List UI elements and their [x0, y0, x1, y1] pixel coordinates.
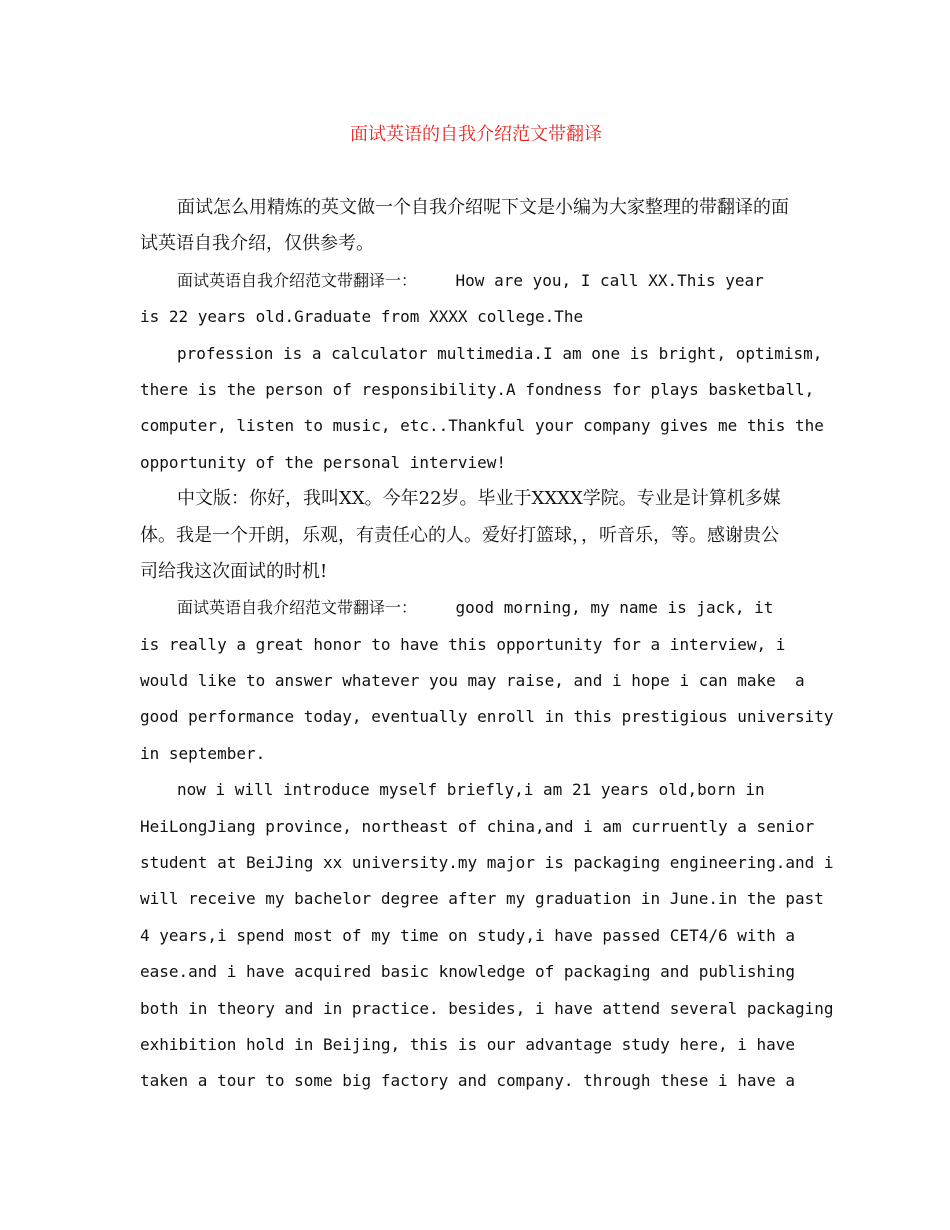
- text-line: is really a great honor to have this opportunity for a interview, i: [140, 634, 786, 654]
- text-line: ease.and i have acquired basic knowledge of packaging and publishing: [140, 962, 796, 982]
- text-line: 面试英语自我介绍范文带翻译一： good morning, my name is jack, it: [177, 598, 774, 618]
- document-body: [140, 190, 834, 1100]
- document-title: 面试英语的自我介绍范文带翻译: [350, 124, 602, 145]
- text-line: in september.: [140, 743, 266, 763]
- text-line: profession is a calculator multimedia.I am one is bright, optimism,: [177, 343, 823, 363]
- text-line: 4 years,i spend most of my time on study,i have passed CET4/6 with a: [140, 925, 796, 945]
- text-line: 试英语自我介绍，仅供参考。: [140, 233, 374, 255]
- text-line: is 22 years old.Graduate from XXXX college.The: [140, 307, 584, 327]
- text-line: computer, listen to music, etc..Thankful your company gives me this the: [140, 416, 824, 436]
- text-line: both in theory and in practice. besides, i have attend several packaging: [140, 998, 834, 1018]
- text-line: exhibition hold in Beijing, this is our advantage study here, i have: [140, 1034, 796, 1054]
- text-line: will receive my bachelor degree after my graduation in June.in the past: [140, 889, 824, 909]
- text-line: good performance today, eventually enroll in this prestigious university: [140, 707, 834, 727]
- text-line: 面试英语自我介绍范文带翻译一： How are you, I call XX.This year: [177, 270, 764, 290]
- text-line: now i will introduce myself briefly,i am 21 years old,born in: [177, 780, 765, 800]
- text-line: opportunity of the personal interview!: [140, 452, 507, 472]
- text-line: 体。我是一个开朗，乐观，有责任心的人。爱好打篮球，，听音乐，等。感谢贵公: [140, 524, 779, 546]
- text-line: 面试怎么用精炼的英文做一个自我介绍呢下文是小编为大家整理的带翻译的面: [177, 197, 789, 218]
- text-line: 中文版：你好，我叫XX。今年22岁。毕业于XXXX学院。专业是计算机多媒: [177, 488, 781, 510]
- text-line: 司给我这次面试的时机!: [140, 560, 328, 582]
- text-line: student at BeiJing xx university.my major is packaging engineering.and i: [140, 853, 834, 873]
- text-line: HeiLongJiang province, northeast of china,and i am curruently a senior: [140, 816, 815, 836]
- text-line: would like to answer whatever you may raise, and i hope i can make a: [140, 671, 805, 691]
- text-line: there is the person of responsibility.A fondness for plays basketball,: [140, 379, 815, 399]
- text-line: taken a tour to some big factory and company. through these i have a: [140, 1071, 796, 1091]
